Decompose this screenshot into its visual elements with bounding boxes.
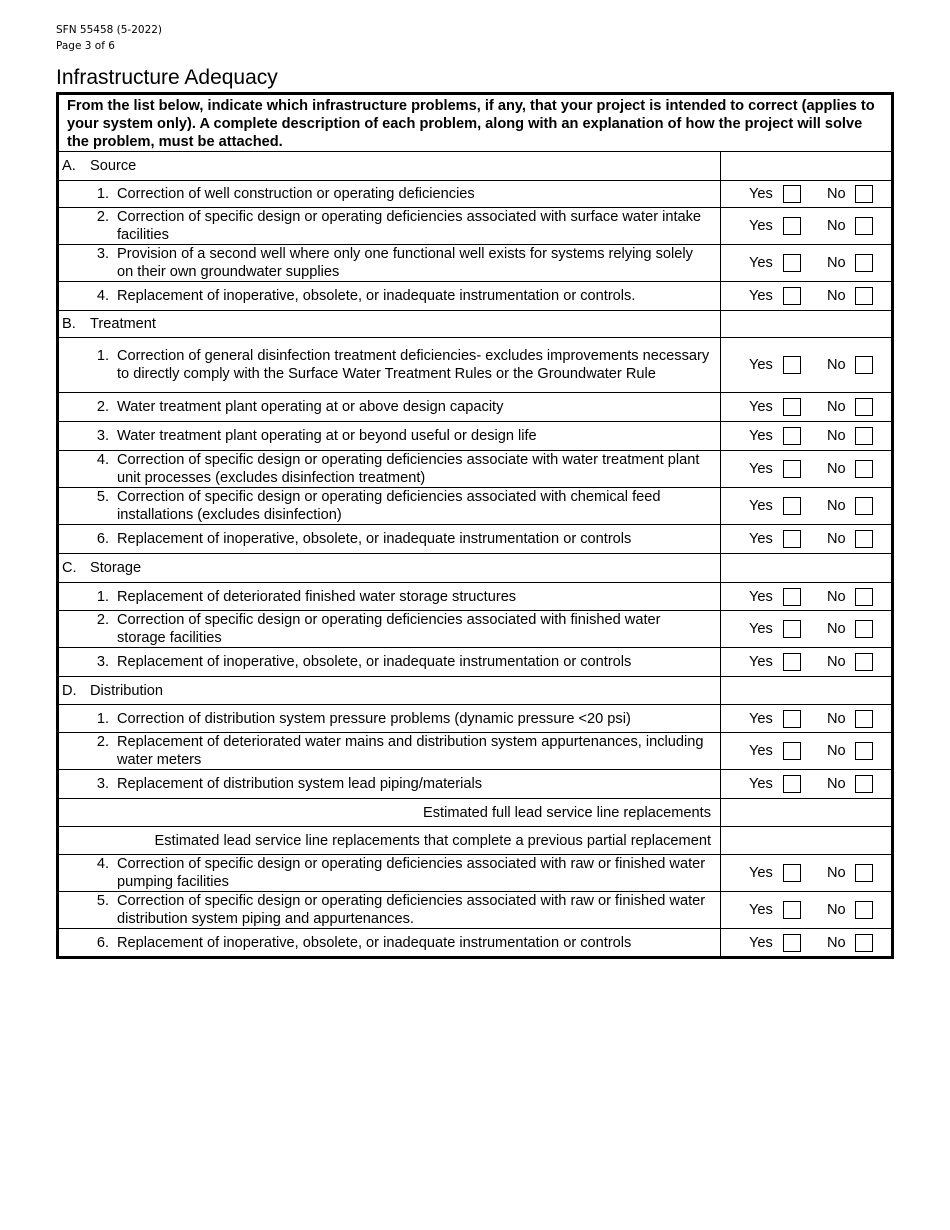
item-row [58, 583, 893, 611]
item-cell [58, 770, 721, 799]
item-row [58, 338, 893, 393]
yes-label: Yes [749, 428, 773, 444]
item-cell [58, 705, 721, 733]
item-text: Replacement of deteriorated water mains and distribution system appurtenances, including water meters [117, 734, 704, 768]
item-text: Replacement of distribution system lead piping/materials [117, 776, 483, 792]
item-number: 2. [96, 399, 109, 415]
yes-no-cell [721, 282, 893, 311]
yes-no-cell [721, 611, 893, 648]
yes-label: Yes [749, 461, 773, 477]
no-checkbox-2-1[interactable] [855, 620, 873, 638]
no-checkbox-0-1[interactable] [855, 217, 873, 235]
yes-checkbox-0-2[interactable] [783, 254, 801, 272]
item-number: 2. [96, 209, 109, 225]
item-text: Correction of general disinfection treatment deficiencies- excludes improvements necessary to directly comply with the Surface Water Treatment Rules or the Groundwater Rule [117, 348, 710, 382]
form-header [56, 22, 162, 54]
section-name: Distribution [90, 682, 163, 699]
item-number: 3. [96, 654, 109, 670]
section-letter: C. [62, 560, 77, 576]
item-cell [58, 208, 721, 245]
no-label: No [827, 588, 846, 605]
item-content [59, 588, 720, 606]
item-text: Correction of specific design or operating deficiencies associated with raw or finished water distribution system piping and appurtenances. [117, 893, 706, 927]
item-text: Correction of specific design or operating deficiencies associated with chemical feed installations (excludes disinfection) [117, 489, 661, 523]
no-label: No [827, 710, 846, 727]
item-content [59, 710, 720, 728]
no-label: No [827, 218, 846, 234]
section-letter: D. [62, 682, 77, 699]
yes-label: Yes [749, 218, 773, 234]
yes-label: Yes [749, 498, 773, 514]
item-text: Replacement of inoperative, obsolete, or inadequate instrumentation or controls [117, 531, 632, 547]
yes-no-group [721, 742, 891, 760]
yes-no-cell [721, 770, 893, 799]
no-checkbox-3-5[interactable] [855, 934, 873, 952]
item-content [59, 347, 720, 383]
item-number: 4. [96, 856, 109, 872]
yes-label: Yes [749, 902, 773, 918]
item-number: 1. [96, 710, 109, 727]
yes-no-group [721, 356, 891, 374]
yes-label: Yes [749, 654, 773, 670]
yes-no-group [721, 588, 891, 606]
no-label: No [827, 934, 846, 951]
yes-no-group [721, 185, 891, 203]
section-header [59, 559, 720, 577]
item-number: 3. [96, 246, 109, 262]
item-cell [58, 422, 721, 451]
no-label: No [827, 255, 846, 271]
item-text: Correction of distribution system pressure problems (dynamic pressure <20 psi) [117, 710, 631, 727]
item-content [59, 287, 720, 305]
form-code: SFN 55458 (5-2022) [56, 24, 163, 36]
yes-label: Yes [749, 865, 773, 881]
section-name: Source [90, 158, 137, 174]
yes-checkbox-2-0[interactable] [783, 588, 801, 606]
no-checkbox-1-5[interactable] [855, 530, 873, 548]
yes-label: Yes [749, 588, 773, 605]
infrastructure-table [56, 92, 894, 959]
yes-checkbox-3-4[interactable] [783, 901, 801, 919]
no-checkbox-3-3[interactable] [855, 864, 873, 882]
yes-label: Yes [749, 531, 773, 547]
item-content [59, 488, 720, 524]
item-cell [58, 929, 721, 958]
yes-no-cell [721, 245, 893, 282]
item-content [59, 451, 720, 487]
item-row [58, 451, 893, 488]
item-text: Replacement of inoperative, obsolete, or inadequate instrumentation or controls [117, 654, 632, 670]
item-content [59, 611, 720, 647]
yes-checkbox-3-2[interactable] [783, 775, 801, 793]
yes-label: Yes [749, 934, 773, 951]
estimate-partial-input[interactable] [721, 827, 893, 855]
intro-row [58, 94, 893, 152]
item-row [58, 892, 893, 929]
item-text: Correction of specific design or operating deficiencies associated with finished water storage facilities [117, 612, 661, 646]
yes-no-group [721, 287, 891, 305]
item-cell [58, 338, 721, 393]
no-label: No [827, 865, 846, 881]
item-row [58, 422, 893, 451]
yes-no-group [721, 398, 891, 416]
yes-no-cell [721, 338, 893, 393]
yes-no-cell [721, 855, 893, 892]
item-text: Correction of specific design or operating deficiencies associated with raw or finished water pumping facilities [117, 856, 706, 890]
yes-checkbox-1-5[interactable] [783, 530, 801, 548]
section-row [58, 554, 893, 583]
item-row [58, 181, 893, 208]
item-content [59, 530, 720, 548]
yes-no-group [721, 217, 891, 235]
no-checkbox-3-4[interactable] [855, 901, 873, 919]
yes-no-cell [721, 488, 893, 525]
item-number: 1. [96, 348, 109, 364]
no-checkbox-2-2[interactable] [855, 653, 873, 671]
item-cell [58, 282, 721, 311]
yes-no-cell [721, 181, 893, 208]
item-cell [58, 451, 721, 488]
section-letter: A. [62, 158, 76, 174]
page-title: Infrastructure Adequacy [56, 66, 278, 89]
item-row [58, 525, 893, 554]
no-checkbox-3-1[interactable] [855, 742, 873, 760]
yes-no-group [721, 427, 891, 445]
yes-checkbox-3-1[interactable] [783, 742, 801, 760]
item-text: Replacement of deteriorated finished water storage structures [117, 588, 517, 605]
estimate-row [58, 827, 893, 855]
yes-no-cell [721, 422, 893, 451]
estimate-full-label: Estimated full lead service line replacements [58, 799, 721, 827]
no-label: No [827, 357, 846, 373]
item-number: 1. [96, 186, 109, 202]
yes-no-group [721, 710, 891, 728]
item-row [58, 245, 893, 282]
empty-cell [721, 152, 893, 181]
no-checkbox-1-1[interactable] [855, 398, 873, 416]
no-checkbox-3-2[interactable] [855, 775, 873, 793]
item-row [58, 855, 893, 892]
item-number: 5. [96, 893, 109, 909]
no-label: No [827, 428, 846, 444]
yes-no-group [721, 497, 891, 515]
yes-no-cell [721, 393, 893, 422]
estimate-row [58, 799, 893, 827]
item-content [59, 855, 720, 891]
yes-no-group [721, 653, 891, 671]
yes-no-cell [721, 208, 893, 245]
section-header [59, 157, 720, 175]
no-label: No [827, 498, 846, 514]
item-content [59, 775, 720, 793]
item-text: Correction of specific design or operating deficiencies associated with surface water intake facilities [117, 209, 702, 243]
item-cell [58, 648, 721, 677]
yes-label: Yes [749, 288, 773, 304]
section-cell [58, 677, 721, 705]
item-row [58, 488, 893, 525]
item-text: Correction of specific design or operating deficiencies associate with water treatment plant unit processes (excludes disinfection treatment) [117, 452, 700, 486]
yes-no-cell [721, 733, 893, 770]
yes-label: Yes [749, 186, 773, 202]
item-cell [58, 488, 721, 525]
item-row [58, 770, 893, 799]
yes-no-group [721, 864, 891, 882]
no-label: No [827, 461, 846, 477]
item-number: 3. [96, 428, 109, 444]
yes-checkbox-1-0[interactable] [783, 356, 801, 374]
section-header [59, 682, 720, 700]
item-cell [58, 855, 721, 892]
item-text: Replacement of inoperative, obsolete, or inadequate instrumentation or controls [117, 934, 632, 951]
item-number: 1. [96, 588, 109, 605]
item-number: 3. [96, 776, 109, 792]
yes-label: Yes [749, 710, 773, 727]
estimate-full-input[interactable] [721, 799, 893, 827]
yes-no-cell [721, 929, 893, 958]
item-row [58, 282, 893, 311]
item-row [58, 733, 893, 770]
yes-checkbox-2-2[interactable] [783, 653, 801, 671]
yes-label: Yes [749, 743, 773, 759]
yes-label: Yes [749, 255, 773, 271]
item-text: Water treatment plant operating at or above design capacity [117, 399, 504, 415]
yes-checkbox-1-1[interactable] [783, 398, 801, 416]
item-cell [58, 181, 721, 208]
item-number: 6. [96, 934, 109, 951]
item-row [58, 648, 893, 677]
yes-no-group [721, 934, 891, 952]
no-checkbox-1-2[interactable] [855, 427, 873, 445]
item-text: Provision of a second well where only one functional well exists for systems relying solely on their own groundwater supplies [117, 246, 693, 280]
yes-checkbox-3-5[interactable] [783, 934, 801, 952]
page-number: Page 3 of 6 [56, 40, 115, 52]
yes-no-cell [721, 451, 893, 488]
yes-no-group [721, 775, 891, 793]
yes-checkbox-0-1[interactable] [783, 217, 801, 235]
yes-label: Yes [749, 399, 773, 415]
item-content [59, 892, 720, 928]
section-cell [58, 311, 721, 338]
item-content [59, 185, 720, 203]
yes-label: Yes [749, 776, 773, 792]
no-checkbox-3-0[interactable] [855, 710, 873, 728]
yes-checkbox-3-3[interactable] [783, 864, 801, 882]
no-label: No [827, 743, 846, 759]
item-content [59, 245, 720, 281]
yes-checkbox-1-2[interactable] [783, 427, 801, 445]
empty-cell [721, 554, 893, 583]
no-label: No [827, 621, 846, 637]
item-cell [58, 245, 721, 282]
section-row [58, 311, 893, 338]
item-number: 4. [96, 452, 109, 468]
yes-no-group [721, 530, 891, 548]
item-row [58, 393, 893, 422]
yes-no-group [721, 254, 891, 272]
section-letter: B. [62, 316, 76, 332]
item-number: 6. [96, 531, 109, 547]
no-checkbox-0-0[interactable] [855, 185, 873, 203]
section-header [59, 315, 720, 333]
yes-no-group [721, 620, 891, 638]
item-number: 2. [96, 734, 109, 750]
yes-no-cell [721, 583, 893, 611]
empty-cell [721, 311, 893, 338]
no-label: No [827, 902, 846, 918]
yes-label: Yes [749, 357, 773, 373]
item-row [58, 705, 893, 733]
item-cell [58, 525, 721, 554]
item-row [58, 208, 893, 245]
yes-no-cell [721, 525, 893, 554]
section-name: Treatment [90, 316, 156, 332]
item-text: Water treatment plant operating at or beyond useful or design life [117, 428, 537, 444]
item-cell [58, 892, 721, 929]
item-content [59, 934, 720, 952]
yes-checkbox-3-0[interactable] [783, 710, 801, 728]
item-row [58, 611, 893, 648]
no-checkbox-0-3[interactable] [855, 287, 873, 305]
no-label: No [827, 776, 846, 792]
item-content [59, 427, 720, 445]
yes-no-cell [721, 892, 893, 929]
no-checkbox-2-0[interactable] [855, 588, 873, 606]
item-cell [58, 611, 721, 648]
yes-checkbox-0-3[interactable] [783, 287, 801, 305]
item-content [59, 398, 720, 416]
no-label: No [827, 288, 846, 304]
no-label: No [827, 654, 846, 670]
intro-text: From the list below, indicate which infrastructure problems, if any, that your project is intended to correct (applies to your system only). A complete description of each problem, along with an explanation of how the project will solve the problem, must be attached. [67, 98, 875, 150]
yes-checkbox-1-4[interactable] [783, 497, 801, 515]
item-row [58, 929, 893, 958]
no-checkbox-0-2[interactable] [855, 254, 873, 272]
item-number: 2. [96, 612, 109, 628]
yes-no-cell [721, 648, 893, 677]
section-name: Storage [90, 560, 142, 576]
empty-cell [721, 677, 893, 705]
section-cell [58, 152, 721, 181]
no-label: No [827, 531, 846, 547]
no-label: No [827, 186, 846, 202]
item-number: 4. [96, 288, 109, 304]
yes-no-group [721, 460, 891, 478]
yes-no-cell [721, 705, 893, 733]
section-cell [58, 554, 721, 583]
section-row [58, 677, 893, 705]
item-cell [58, 583, 721, 611]
yes-checkbox-2-1[interactable] [783, 620, 801, 638]
no-checkbox-1-3[interactable] [855, 460, 873, 478]
item-content [59, 208, 720, 244]
estimate-partial-label: Estimated lead service line replacements that complete a previous partial replacement [58, 827, 721, 855]
yes-checkbox-0-0[interactable] [783, 185, 801, 203]
no-checkbox-1-0[interactable] [855, 356, 873, 374]
item-text: Replacement of inoperative, obsolete, or inadequate instrumentation or controls. [117, 288, 636, 304]
item-cell [58, 393, 721, 422]
yes-label: Yes [749, 621, 773, 637]
item-content [59, 733, 720, 769]
no-label: No [827, 399, 846, 415]
yes-no-group [721, 901, 891, 919]
no-checkbox-1-4[interactable] [855, 497, 873, 515]
item-text: Correction of well construction or operating deficiencies [117, 186, 475, 202]
item-content [59, 653, 720, 671]
item-number: 5. [96, 489, 109, 505]
yes-checkbox-1-3[interactable] [783, 460, 801, 478]
item-cell [58, 733, 721, 770]
section-row [58, 152, 893, 181]
